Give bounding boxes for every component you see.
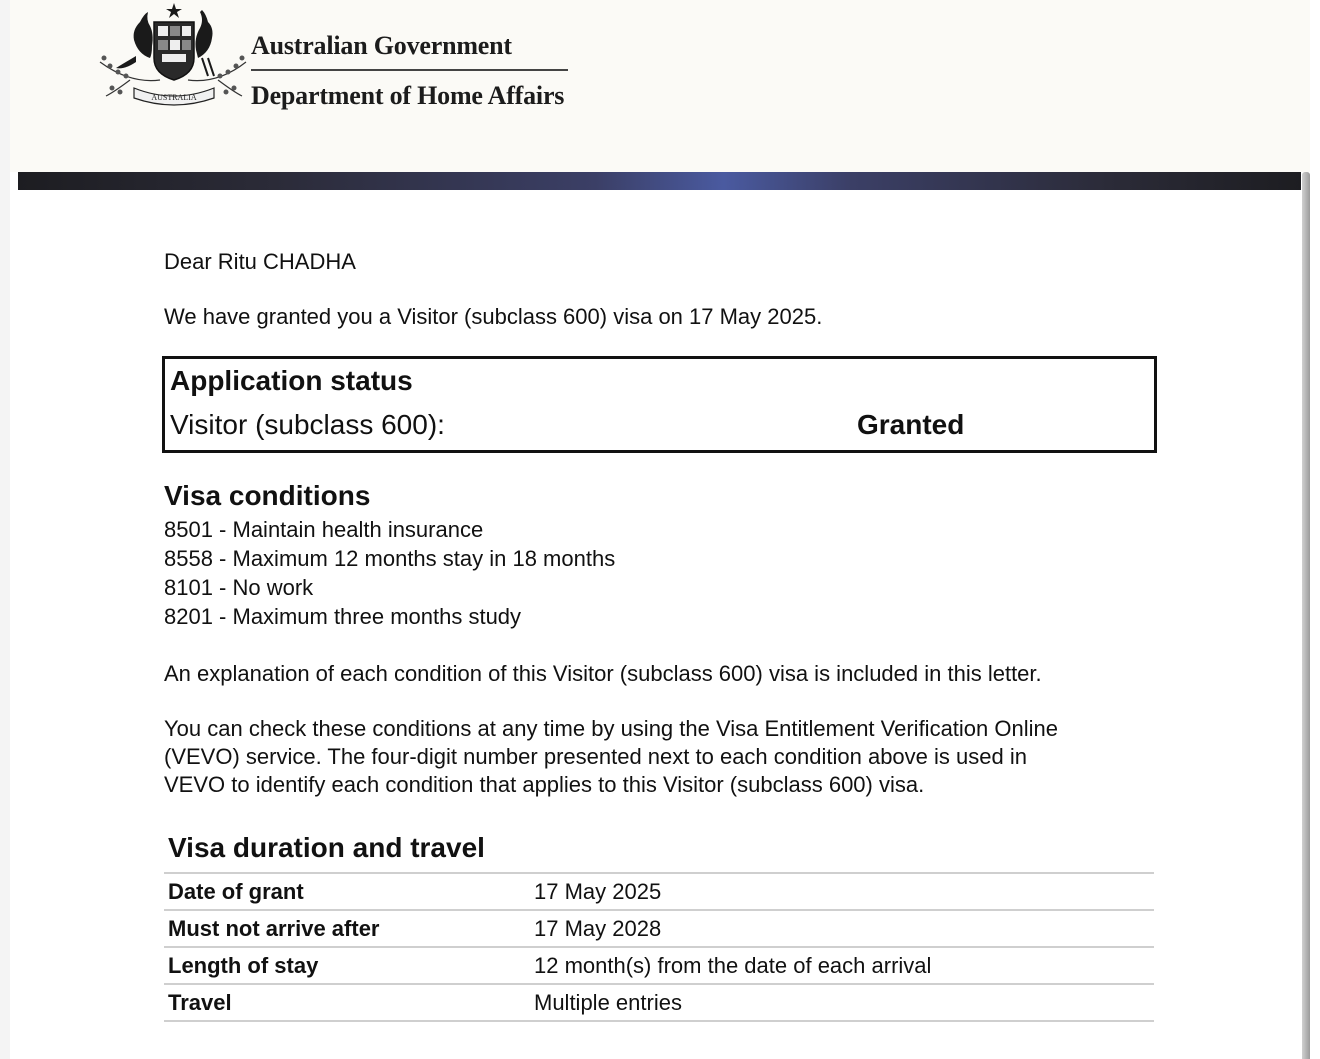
vevo-line: VEVO to identify each condition that applies to this Visitor (subclass 600) visa. — [164, 772, 925, 797]
letterhead — [10, 0, 1310, 172]
grant-statement: We have granted you a Visitor (subclass 600) visa on 17 May 2025. — [164, 304, 823, 329]
application-status-box — [162, 356, 1157, 453]
page-left-edge — [0, 0, 10, 1059]
coat-of-arms-logo — [90, 0, 250, 112]
condition-item: 8558 - Maximum 12 months stay in 18 months — [164, 546, 616, 571]
table-row — [164, 873, 1154, 910]
vevo-paragraph — [164, 715, 1164, 799]
table-row — [164, 947, 1154, 984]
row-value: 17 May 2028 — [530, 910, 1154, 947]
table-row — [164, 910, 1154, 947]
row-value: 12 month(s) from the date of each arrival — [530, 947, 1154, 984]
row-label: Must not arrive after — [164, 910, 530, 947]
department-name: Department of Home Affairs — [251, 81, 565, 110]
status-visa-label: Visitor (subclass 600): — [170, 409, 445, 440]
condition-item: 8501 - Maintain health insurance — [164, 517, 484, 542]
salutation: Dear Ritu CHADHA — [164, 249, 356, 274]
row-value: Multiple entries — [530, 984, 1154, 1021]
row-value: 17 May 2025 — [530, 873, 1154, 910]
row-label: Date of grant — [164, 873, 530, 910]
vevo-line: You can check these conditions at any time by using the Visa Entitlement Verification Online — [164, 716, 1058, 741]
visa-duration-heading: Visa duration and travel — [168, 832, 485, 863]
row-label: Travel — [164, 984, 530, 1021]
row-label: Length of stay — [164, 947, 530, 984]
visa-duration-table — [164, 872, 1154, 1022]
table-row — [164, 984, 1154, 1021]
visa-conditions-heading: Visa conditions — [164, 480, 371, 511]
status-title: Application status — [170, 365, 413, 396]
svg-text:AUSTRALIA: AUSTRALIA — [151, 93, 197, 102]
condition-item: 8101 - No work — [164, 575, 314, 600]
status-badge: Granted — [857, 409, 965, 440]
government-name: Australian Government — [251, 31, 512, 60]
vevo-line: (VEVO) service. The four-digit number presented next to each condition above is used in — [164, 744, 1027, 769]
header-banner-stripe — [18, 172, 1301, 190]
visa-conditions-list — [164, 515, 615, 631]
letterhead-divider — [251, 69, 568, 71]
condition-item: 8201 - Maximum three months study — [164, 604, 522, 629]
conditions-explanation: An explanation of each condition of this Visitor (subclass 600) visa is included in this letter. — [164, 661, 1042, 686]
scrollbar-edge[interactable] — [1302, 172, 1310, 1059]
